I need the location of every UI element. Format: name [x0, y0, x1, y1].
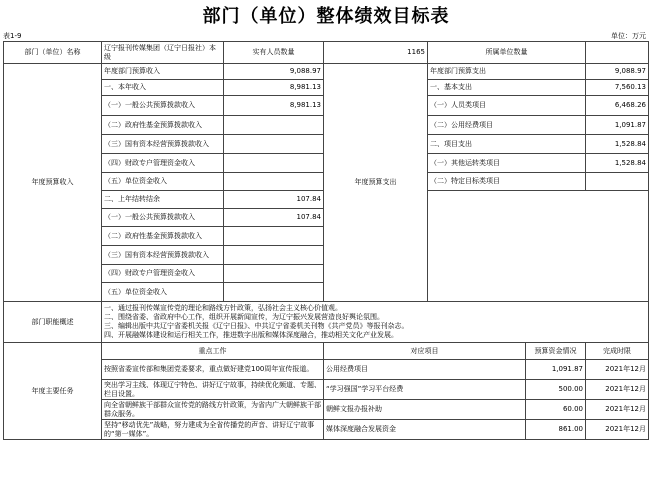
task-header-row [4, 343, 649, 360]
task-header-funds: 预算资金情况 [526, 343, 586, 360]
dept-name-value: 辽宁报刊传媒集团（辽宁日报社）本级 [102, 42, 224, 64]
expense-item-label: 年度部门预算支出 [428, 64, 586, 80]
income-item-value [224, 246, 324, 265]
staff-count-value: 1165 [324, 42, 428, 64]
income-item-label: （三）国有资本经营预算拨款收入 [102, 246, 224, 265]
income-item-label: （二）政府性基金预算拨款收入 [102, 227, 224, 246]
task-header-project: 对应项目 [324, 343, 526, 360]
income-section-label: 年度预算收入 [4, 64, 102, 302]
income-item-value [224, 283, 324, 302]
expense-item-value: 1,528.84 [586, 154, 649, 173]
income-item-label: 二、上年结转结余 [102, 191, 224, 209]
performance-goal-table [3, 41, 649, 440]
table-code: 表1-9 [3, 32, 22, 40]
task-work: 按照省委宣传部和集团党委要求，重点做好建党100周年宣传报道。 [102, 360, 324, 380]
income-item-value: 8,981.13 [224, 96, 324, 116]
page-title: 部门（单位）整体绩效目标表 [202, 6, 450, 27]
income-item-label: （一）一般公共预算拨款收入 [102, 209, 224, 227]
task-header-deadline: 完成时限 [586, 343, 649, 360]
income-item-value [224, 154, 324, 173]
income-item-value [224, 116, 324, 135]
header-row [4, 42, 649, 64]
task-funds: 1,091.87 [526, 360, 586, 380]
income-item-value: 9,088.97 [224, 64, 324, 80]
income-item-label: （一）一般公共预算拨款收入 [102, 96, 224, 116]
income-item-value [224, 135, 324, 154]
dept-name-label: 部门（单位）名称 [4, 42, 102, 64]
expense-item-label: 二、项目支出 [428, 135, 586, 154]
task-project: “学习强国”学习平台经费 [324, 380, 526, 400]
expense-item-label: （一）人员类项目 [428, 96, 586, 116]
subunit-count-label: 所属单位数量 [428, 42, 586, 64]
task-header-work: 重点工作 [102, 343, 324, 360]
task-deadline: 2021年12月 [586, 380, 649, 400]
expense-item-label: （二）公用经费项目 [428, 116, 586, 135]
income-item-label: （五）单位资金收入 [102, 173, 224, 191]
expense-item-value: 1,528.84 [586, 135, 649, 154]
task-work: 突出学习主线、体现辽宁特色、讲好辽宁故事，持续优化频道、专题、栏目设置。 [102, 380, 324, 400]
task-deadline: 2021年12月 [586, 420, 649, 440]
task-funds: 861.00 [526, 420, 586, 440]
task-funds: 500.00 [526, 380, 586, 400]
subunit-count-value [586, 42, 649, 64]
expense-empty-area [428, 191, 649, 302]
budget-row [4, 64, 649, 80]
duties-text [102, 302, 649, 343]
task-project: 媒体深度融合发展资金 [324, 420, 526, 440]
expense-item-value: 7,560.13 [586, 80, 649, 96]
expense-section-label: 年度预算支出 [324, 64, 428, 302]
income-item-label: （四）财政专户管理资金收入 [102, 265, 224, 283]
income-item-value [224, 173, 324, 191]
expense-item-label: （二）特定目标类项目 [428, 173, 586, 191]
expense-item-label: （一）其他运转类项目 [428, 154, 586, 173]
staff-count-label: 实有人员数量 [224, 42, 324, 64]
task-deadline: 2021年12月 [586, 400, 649, 420]
task-work: 坚持“移动优先”战略，努力建成为全省传播党的声音、讲好辽宁故事的“第一媒体”。 [102, 420, 324, 440]
income-item-label: 年度部门预算收入 [102, 64, 224, 80]
expense-item-value: 9,088.97 [586, 64, 649, 80]
duty-line: 二、围绕省委、省政府中心工作，组织开展新闻宣传，为辽宁振兴发展营造良好舆论氛围。 [104, 313, 384, 321]
income-item-label: （四）财政专户管理资金收入 [102, 154, 224, 173]
income-item-label: 一、本年收入 [102, 80, 224, 96]
unit-note: 单位：万元 [611, 32, 646, 40]
task-project: 朝鲜文报办报补助 [324, 400, 526, 420]
income-item-value [224, 265, 324, 283]
income-item-value: 107.84 [224, 191, 324, 209]
duties-row [4, 302, 649, 343]
income-item-label: （三）国有资本经营预算拨款收入 [102, 135, 224, 154]
task-work: 向全省朝鲜族干部群众宣传党的路线方针政策，为省内广大朝鲜族干部群众服务。 [102, 400, 324, 420]
income-item-value [224, 227, 324, 246]
tasks-label: 年度主要任务 [4, 343, 102, 440]
expense-item-value: 6,468.26 [586, 96, 649, 116]
duty-line: 三、编辑出版中共辽宁省委机关报《辽宁日报》、中共辽宁省委机关刊物《共产党员》等报刊杂志。 [104, 322, 409, 330]
task-project: 公用经费项目 [324, 360, 526, 380]
income-item-label: （五）单位资金收入 [102, 283, 224, 302]
income-item-value: 8,981.13 [224, 80, 324, 96]
expense-item-value: 1,091.87 [586, 116, 649, 135]
income-item-label: （二）政府性基金预算拨款收入 [102, 116, 224, 135]
task-deadline: 2021年12月 [586, 360, 649, 380]
duty-line: 一、通过报刊传媒宣传党的理论和路线方针政策，弘扬社会主义核心价值观。 [104, 304, 342, 312]
duty-line: 四、开展融媒体建设和运行相关工作，推进数字出版和媒体深度融合，推动相关文化产业发展。 [104, 331, 398, 339]
duties-label: 部门职能概述 [4, 302, 102, 343]
task-funds: 60.00 [526, 400, 586, 420]
expense-item-label: 一、基本支出 [428, 80, 586, 96]
income-item-value: 107.84 [224, 209, 324, 227]
expense-item-value [586, 173, 649, 191]
